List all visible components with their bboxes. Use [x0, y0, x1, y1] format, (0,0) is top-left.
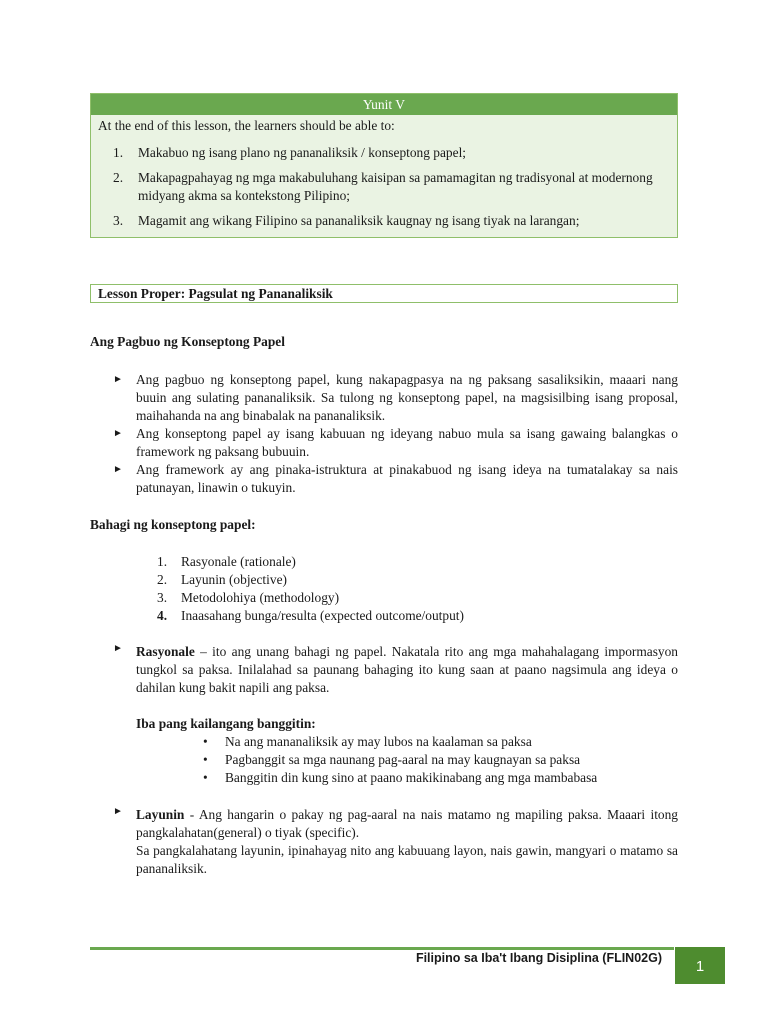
triangle-bullet-icon: ► [113, 643, 123, 654]
triangle-bullet-icon: ► [113, 374, 123, 385]
konseptong-papel-bullets [113, 371, 678, 497]
part-text: Layunin (objective) [181, 572, 287, 587]
sub-item-text: Pagbanggit sa mga naunang pag-aaral na may kaugnayan sa paksa [225, 752, 581, 767]
sub-item [200, 733, 597, 751]
dot-bullet-icon: • [203, 752, 208, 767]
bullet-item [113, 461, 678, 497]
objective-text: Makabuo ng isang plano ng pananaliksik / konseptong papel; [138, 145, 467, 160]
rasyonale-sub-list [200, 733, 597, 787]
part-text: Rasyonale (rationale) [181, 554, 296, 569]
rasyonale-term: Rasyonale [136, 644, 195, 659]
objective-number: 1. [113, 145, 124, 160]
unit-objectives-box [90, 93, 678, 238]
objective-item [99, 212, 669, 230]
part-item [157, 571, 464, 589]
layunin-term: Layunin [136, 807, 185, 822]
triangle-bullet-icon: ► [113, 806, 123, 817]
objective-text: Makapagpahayag ng mga makabuluhang kaisipan sa pamamagitan ng tradisyonal at modernong midyang akma sa kontekstong Pilipino; [138, 170, 653, 203]
sub-item [200, 769, 597, 787]
rasyonale-paragraph [113, 643, 678, 697]
bullet-item [113, 371, 678, 425]
objectives-list [99, 144, 669, 237]
part-number: 3. [157, 590, 168, 605]
triangle-bullet-icon: ► [113, 428, 123, 439]
layunin-text: - Ang hangarin o pakay ng pag-aaral na nais matamo ng mapiling paksa. Maaari itong pangkalahatan(general) o tiyak (specific). [136, 807, 678, 840]
rasyonale-sub-title: Iba pang kailangang banggitin: [136, 716, 316, 731]
objective-number: 3. [113, 213, 124, 228]
rasyonale-block [113, 643, 678, 697]
bullet-item [113, 425, 678, 461]
sub-item [200, 751, 597, 769]
bullet-text: Ang konseptong papel ay isang kabuuan ng ideyang nabuo mula sa isang gawaing balangkas o framework ng paksang bubuuin. [136, 426, 678, 459]
unit-title: Yunit V [91, 94, 677, 115]
footer-divider [90, 947, 674, 950]
bullet-text: Ang framework ay ang pinaka-istruktura at pinakabuod ng isang ideya na tumatalakay sa nais patunayan, linawin o tukuyin. [136, 462, 678, 495]
objective-text: Magamit ang wikang Filipino sa pananaliksik kaugnay ng isang tiyak na larangan; [138, 213, 580, 228]
page-number-badge: 1 [675, 947, 725, 984]
dot-bullet-icon: • [203, 770, 208, 785]
layunin-block [113, 806, 678, 878]
layunin-paragraph [113, 806, 678, 842]
dot-bullet-icon: • [203, 734, 208, 749]
parts-list [157, 553, 464, 625]
sub-item-text: Na ang mananaliksik ay may lubos na kaalaman sa paksa [225, 734, 532, 749]
section-title-konseptong-papel: Ang Pagbuo ng Konseptong Papel [90, 334, 285, 349]
part-text: Metodolohiya (methodology) [181, 590, 340, 605]
lesson-proper-heading: Lesson Proper: Pagsulat ng Pananaliksik [90, 284, 678, 303]
part-item [157, 607, 464, 625]
part-text: Inaasahang bunga/resulta (expected outcome/output) [181, 608, 464, 623]
unit-intro: At the end of this lesson, the learners should be able to: [98, 118, 395, 133]
rasyonale-text: – ito ang unang bahagi ng papel. Nakatala rito ang mga mahahalagang impormasyon tungkol sa paksa. Inilalahad sa paunang bahaging ito kung saan at paano nagsimula ang ideya o dahilan kung bakit napili ang paksa. [136, 644, 678, 695]
footer-course-title: Filipino sa Iba't Ibang Disiplina (FLIN02G) [415, 951, 662, 965]
sub-item-text: Banggitin din kung sino at paano makikinabang ang mga mambabasa [225, 770, 598, 785]
part-item [157, 553, 464, 571]
part-number: 1. [157, 554, 168, 569]
layunin-paragraph-2: Sa pangkalahatang layunin, ipinahayag nito ang kabuuang layon, nais gawin, mangyari o matamo sa pananaliksik. [136, 843, 678, 876]
objective-item [99, 144, 669, 162]
part-number: 2. [157, 572, 168, 587]
triangle-bullet-icon: ► [113, 464, 123, 475]
section-title-bahagi: Bahagi ng konseptong papel: [90, 517, 256, 532]
objective-number: 2. [113, 170, 124, 185]
objective-item [99, 169, 669, 205]
part-number: 4. [157, 608, 168, 623]
part-item [157, 589, 464, 607]
bullet-text: Ang pagbuo ng konseptong papel, kung nakapagpasya na ng paksang sasaliksikin, maaari nang buuin ang sulating pananaliksik. Sa tulong ng konseptong papel, na magsisilbing isang proposal, maihahanda na ang binabalak na pananaliksik. [136, 372, 678, 423]
